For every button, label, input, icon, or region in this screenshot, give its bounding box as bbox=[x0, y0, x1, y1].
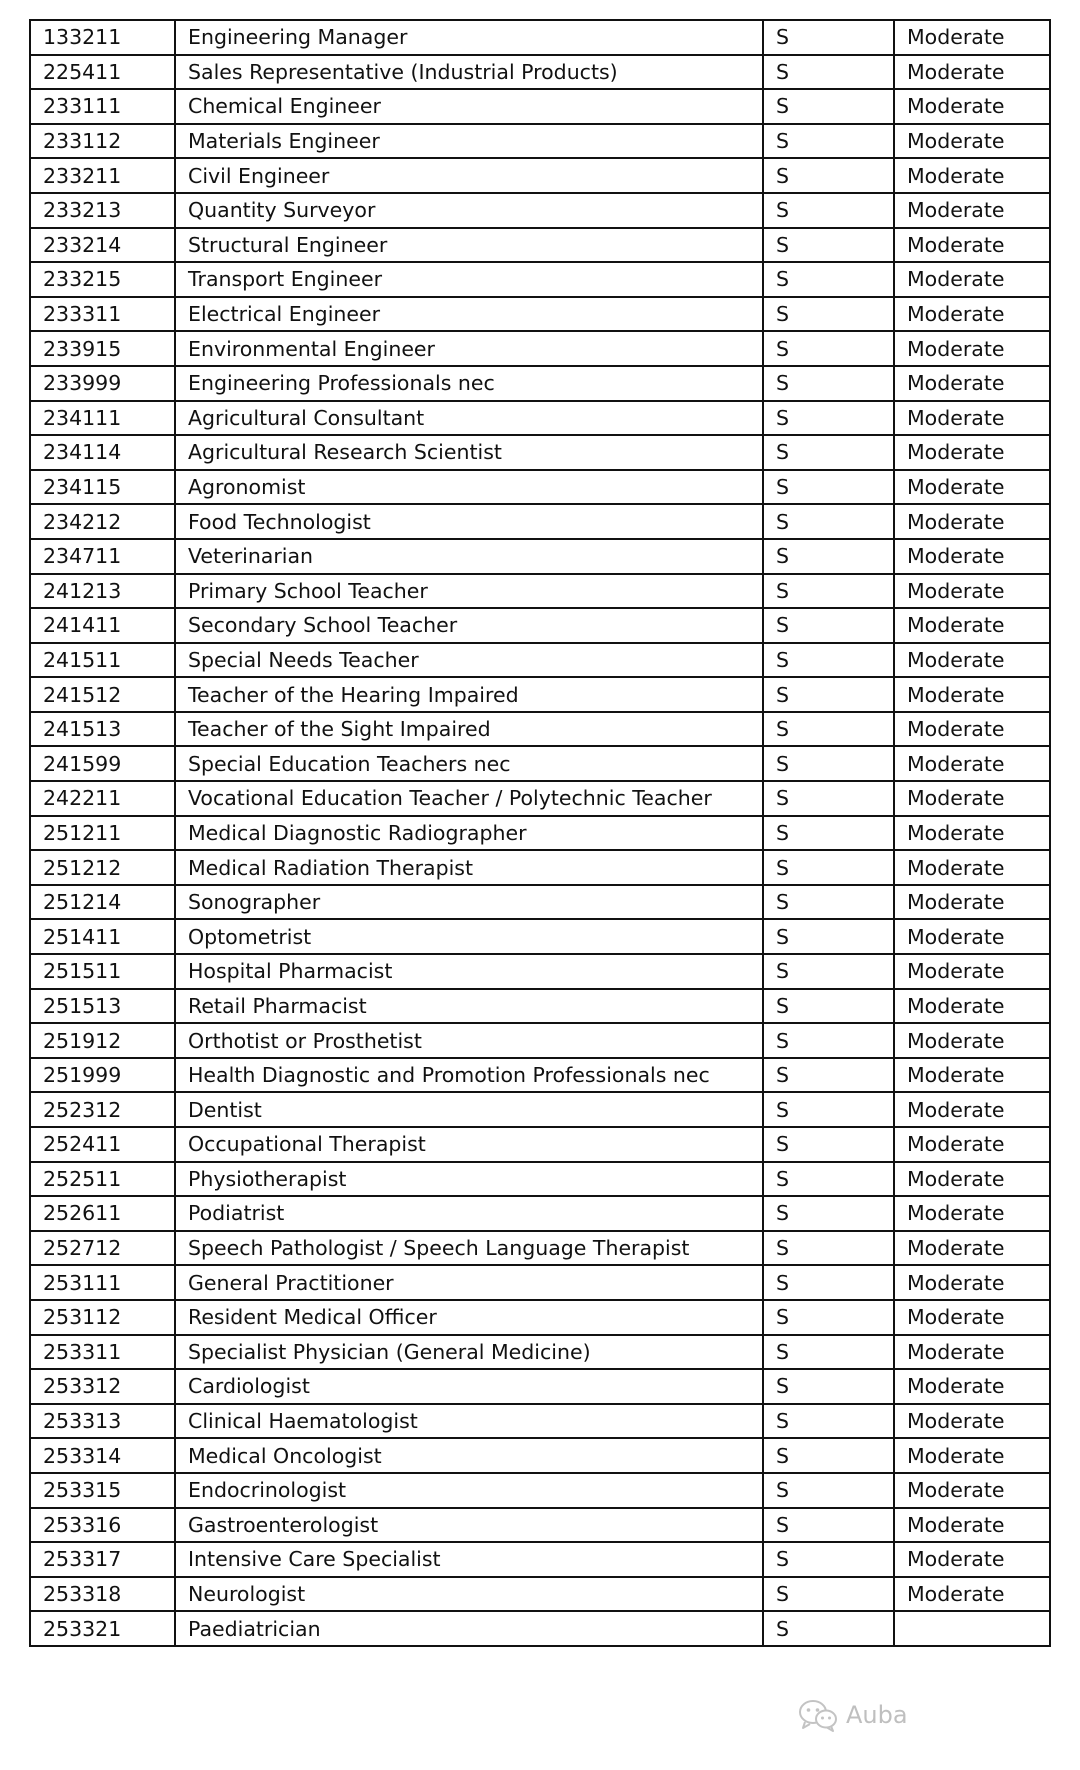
occupation-code: 233311 bbox=[30, 297, 175, 332]
table-row bbox=[30, 228, 1050, 263]
occupation-list: S bbox=[763, 850, 894, 885]
table-row bbox=[30, 1162, 1050, 1197]
occupation-code: 251211 bbox=[30, 816, 175, 851]
occupation-list: S bbox=[763, 228, 894, 263]
occupation-code: 253317 bbox=[30, 1542, 175, 1577]
table-row bbox=[30, 20, 1050, 55]
table-row bbox=[30, 89, 1050, 124]
occupation-code: 253321 bbox=[30, 1611, 175, 1646]
occupation-caveat: Moderate bbox=[894, 608, 1050, 643]
occupation-list: S bbox=[763, 1162, 894, 1197]
occupation-list: S bbox=[763, 1300, 894, 1335]
occupation-list: S bbox=[763, 1196, 894, 1231]
occupation-caveat: Moderate bbox=[894, 1058, 1050, 1093]
table-row bbox=[30, 1335, 1050, 1370]
occupation-code: 234115 bbox=[30, 470, 175, 505]
occupation-list: S bbox=[763, 366, 894, 401]
occupation-name: Optometrist bbox=[175, 919, 763, 954]
occupation-caveat: Moderate bbox=[894, 504, 1050, 539]
occupation-caveat: Moderate bbox=[894, 1092, 1050, 1127]
occupation-caveat: Moderate bbox=[894, 366, 1050, 401]
occupation-name: Materials Engineer bbox=[175, 124, 763, 159]
occupation-list: S bbox=[763, 1231, 894, 1266]
occupation-name: Vocational Education Teacher / Polytechnic Teacher bbox=[175, 781, 763, 816]
occupation-code: 241599 bbox=[30, 746, 175, 781]
table-row bbox=[30, 1265, 1050, 1300]
occupation-caveat: Moderate bbox=[894, 193, 1050, 228]
table-row bbox=[30, 504, 1050, 539]
occupation-code: 234212 bbox=[30, 504, 175, 539]
occupation-caveat bbox=[894, 1611, 1050, 1646]
occupation-list: S bbox=[763, 1369, 894, 1404]
table-row bbox=[30, 1611, 1050, 1646]
occupation-code: 234111 bbox=[30, 401, 175, 436]
occupation-code: 252511 bbox=[30, 1162, 175, 1197]
occupation-name: Medical Diagnostic Radiographer bbox=[175, 816, 763, 851]
watermark-text: Auba bbox=[846, 1701, 908, 1729]
occupation-list: S bbox=[763, 1404, 894, 1439]
occupation-code: 233915 bbox=[30, 331, 175, 366]
occupation-code: 233215 bbox=[30, 262, 175, 297]
table-row bbox=[30, 781, 1050, 816]
occupation-list: S bbox=[763, 1092, 894, 1127]
occupation-caveat: Moderate bbox=[894, 20, 1050, 55]
occupation-code: 225411 bbox=[30, 55, 175, 90]
occupation-name: Medical Oncologist bbox=[175, 1438, 763, 1473]
occupation-caveat: Moderate bbox=[894, 954, 1050, 989]
occupation-list: S bbox=[763, 989, 894, 1024]
watermark bbox=[798, 1688, 1058, 1742]
occupation-list: S bbox=[763, 816, 894, 851]
occupation-code: 251511 bbox=[30, 954, 175, 989]
table-row bbox=[30, 816, 1050, 851]
occupation-caveat: Moderate bbox=[894, 1369, 1050, 1404]
occupation-name: Electrical Engineer bbox=[175, 297, 763, 332]
occupation-list: S bbox=[763, 574, 894, 609]
occupation-caveat: Moderate bbox=[894, 989, 1050, 1024]
occupation-name: Agricultural Research Scientist bbox=[175, 435, 763, 470]
occupation-name: Physiotherapist bbox=[175, 1162, 763, 1197]
occupation-name: Endocrinologist bbox=[175, 1473, 763, 1508]
table-row bbox=[30, 158, 1050, 193]
occupation-caveat: Moderate bbox=[894, 781, 1050, 816]
occupation-name: Cardiologist bbox=[175, 1369, 763, 1404]
table-row bbox=[30, 989, 1050, 1024]
occupation-code: 241213 bbox=[30, 574, 175, 609]
occupation-caveat: Moderate bbox=[894, 677, 1050, 712]
occupation-list: S bbox=[763, 435, 894, 470]
occupation-code: 251513 bbox=[30, 989, 175, 1024]
table-row bbox=[30, 401, 1050, 436]
occupation-name: Food Technologist bbox=[175, 504, 763, 539]
occupation-list: S bbox=[763, 20, 894, 55]
occupation-list: S bbox=[763, 781, 894, 816]
occupation-name: Podiatrist bbox=[175, 1196, 763, 1231]
occupation-list: S bbox=[763, 262, 894, 297]
occupation-list: S bbox=[763, 331, 894, 366]
occupation-name: Clinical Haematologist bbox=[175, 1404, 763, 1439]
table-row bbox=[30, 919, 1050, 954]
occupation-table bbox=[29, 19, 1051, 1647]
occupation-list: S bbox=[763, 608, 894, 643]
table-row bbox=[30, 1369, 1050, 1404]
occupation-name: Teacher of the Sight Impaired bbox=[175, 712, 763, 747]
occupation-caveat: Moderate bbox=[894, 228, 1050, 263]
occupation-table-body bbox=[30, 20, 1050, 1646]
occupation-list: S bbox=[763, 55, 894, 90]
table-row bbox=[30, 193, 1050, 228]
occupation-name: Paediatrician bbox=[175, 1611, 763, 1646]
occupation-list: S bbox=[763, 1577, 894, 1612]
occupation-name: Engineering Professionals nec bbox=[175, 366, 763, 401]
occupation-list: S bbox=[763, 1265, 894, 1300]
occupation-caveat: Moderate bbox=[894, 1265, 1050, 1300]
occupation-caveat: Moderate bbox=[894, 1508, 1050, 1543]
occupation-list: S bbox=[763, 1473, 894, 1508]
table-row bbox=[30, 885, 1050, 920]
occupation-code: 233213 bbox=[30, 193, 175, 228]
occupation-caveat: Moderate bbox=[894, 1023, 1050, 1058]
table-row bbox=[30, 1473, 1050, 1508]
occupation-name: Intensive Care Specialist bbox=[175, 1542, 763, 1577]
occupation-code: 253316 bbox=[30, 1508, 175, 1543]
occupation-caveat: Moderate bbox=[894, 850, 1050, 885]
occupation-caveat: Moderate bbox=[894, 1300, 1050, 1335]
table-row bbox=[30, 677, 1050, 712]
occupation-name: Speech Pathologist / Speech Language Therapist bbox=[175, 1231, 763, 1266]
occupation-list: S bbox=[763, 954, 894, 989]
table-row bbox=[30, 850, 1050, 885]
occupation-code: 251212 bbox=[30, 850, 175, 885]
occupation-code: 252312 bbox=[30, 1092, 175, 1127]
occupation-name: General Practitioner bbox=[175, 1265, 763, 1300]
table-row bbox=[30, 1508, 1050, 1543]
occupation-name: Transport Engineer bbox=[175, 262, 763, 297]
occupation-name: Agronomist bbox=[175, 470, 763, 505]
table-row bbox=[30, 1438, 1050, 1473]
occupation-list: S bbox=[763, 470, 894, 505]
occupation-caveat: Moderate bbox=[894, 158, 1050, 193]
occupation-name: Agricultural Consultant bbox=[175, 401, 763, 436]
occupation-caveat: Moderate bbox=[894, 712, 1050, 747]
occupation-list: S bbox=[763, 1058, 894, 1093]
occupation-caveat: Moderate bbox=[894, 1127, 1050, 1162]
occupation-code: 253314 bbox=[30, 1438, 175, 1473]
table-row bbox=[30, 470, 1050, 505]
occupation-caveat: Moderate bbox=[894, 331, 1050, 366]
occupation-code: 253311 bbox=[30, 1335, 175, 1370]
occupation-caveat: Moderate bbox=[894, 746, 1050, 781]
occupation-list: S bbox=[763, 1611, 894, 1646]
occupation-code: 233999 bbox=[30, 366, 175, 401]
occupation-code: 233112 bbox=[30, 124, 175, 159]
occupation-name: Quantity Surveyor bbox=[175, 193, 763, 228]
table-row bbox=[30, 1404, 1050, 1439]
occupation-list: S bbox=[763, 401, 894, 436]
occupation-list: S bbox=[763, 124, 894, 159]
occupation-name: Special Education Teachers nec bbox=[175, 746, 763, 781]
occupation-caveat: Moderate bbox=[894, 885, 1050, 920]
occupation-name: Teacher of the Hearing Impaired bbox=[175, 677, 763, 712]
occupation-name: Occupational Therapist bbox=[175, 1127, 763, 1162]
occupation-code: 253318 bbox=[30, 1577, 175, 1612]
occupation-caveat: Moderate bbox=[894, 643, 1050, 678]
occupation-code: 233211 bbox=[30, 158, 175, 193]
occupation-caveat: Moderate bbox=[894, 1196, 1050, 1231]
table-row bbox=[30, 331, 1050, 366]
occupation-name: Civil Engineer bbox=[175, 158, 763, 193]
table-row bbox=[30, 1196, 1050, 1231]
occupation-code: 251999 bbox=[30, 1058, 175, 1093]
occupation-name: Neurologist bbox=[175, 1577, 763, 1612]
occupation-code: 133211 bbox=[30, 20, 175, 55]
occupation-caveat: Moderate bbox=[894, 539, 1050, 574]
occupation-code: 241511 bbox=[30, 643, 175, 678]
occupation-name: Engineering Manager bbox=[175, 20, 763, 55]
occupation-list: S bbox=[763, 643, 894, 678]
occupation-caveat: Moderate bbox=[894, 816, 1050, 851]
occupation-list: S bbox=[763, 539, 894, 574]
occupation-code: 241411 bbox=[30, 608, 175, 643]
occupation-caveat: Moderate bbox=[894, 1162, 1050, 1197]
table-row bbox=[30, 124, 1050, 159]
occupation-caveat: Moderate bbox=[894, 89, 1050, 124]
occupation-code: 253112 bbox=[30, 1300, 175, 1335]
occupation-code: 252611 bbox=[30, 1196, 175, 1231]
table-row bbox=[30, 1058, 1050, 1093]
occupation-name: Secondary School Teacher bbox=[175, 608, 763, 643]
occupation-name: Primary School Teacher bbox=[175, 574, 763, 609]
occupation-code: 242211 bbox=[30, 781, 175, 816]
occupation-caveat: Moderate bbox=[894, 574, 1050, 609]
table-row bbox=[30, 1542, 1050, 1577]
table-row bbox=[30, 746, 1050, 781]
occupation-list: S bbox=[763, 1438, 894, 1473]
occupation-caveat: Moderate bbox=[894, 1438, 1050, 1473]
occupation-name: Sales Representative (Industrial Products) bbox=[175, 55, 763, 90]
occupation-caveat: Moderate bbox=[894, 1404, 1050, 1439]
wechat-icon bbox=[798, 1698, 838, 1732]
occupation-caveat: Moderate bbox=[894, 297, 1050, 332]
table-row bbox=[30, 608, 1050, 643]
occupation-caveat: Moderate bbox=[894, 919, 1050, 954]
table-row bbox=[30, 539, 1050, 574]
occupation-list: S bbox=[763, 919, 894, 954]
occupation-name: Specialist Physician (General Medicine) bbox=[175, 1335, 763, 1370]
occupation-code: 252411 bbox=[30, 1127, 175, 1162]
occupation-name: Environmental Engineer bbox=[175, 331, 763, 366]
occupation-name: Chemical Engineer bbox=[175, 89, 763, 124]
occupation-caveat: Moderate bbox=[894, 1335, 1050, 1370]
table-row bbox=[30, 55, 1050, 90]
occupation-caveat: Moderate bbox=[894, 262, 1050, 297]
occupation-list: S bbox=[763, 1127, 894, 1162]
occupation-name: Orthotist or Prosthetist bbox=[175, 1023, 763, 1058]
occupation-code: 233111 bbox=[30, 89, 175, 124]
occupation-caveat: Moderate bbox=[894, 1577, 1050, 1612]
occupation-code: 234114 bbox=[30, 435, 175, 470]
occupation-list: S bbox=[763, 1508, 894, 1543]
occupation-list: S bbox=[763, 158, 894, 193]
occupation-code: 241512 bbox=[30, 677, 175, 712]
table-row bbox=[30, 1231, 1050, 1266]
occupation-name: Special Needs Teacher bbox=[175, 643, 763, 678]
occupation-code: 251411 bbox=[30, 919, 175, 954]
occupation-name: Sonographer bbox=[175, 885, 763, 920]
occupation-code: 234711 bbox=[30, 539, 175, 574]
table-row bbox=[30, 366, 1050, 401]
occupation-caveat: Moderate bbox=[894, 470, 1050, 505]
occupation-name: Veterinarian bbox=[175, 539, 763, 574]
occupation-caveat: Moderate bbox=[894, 435, 1050, 470]
occupation-list: S bbox=[763, 504, 894, 539]
table-row bbox=[30, 435, 1050, 470]
table-row bbox=[30, 1023, 1050, 1058]
table-row bbox=[30, 262, 1050, 297]
table-row bbox=[30, 1127, 1050, 1162]
occupation-name: Medical Radiation Therapist bbox=[175, 850, 763, 885]
occupation-list: S bbox=[763, 297, 894, 332]
occupation-code: 253312 bbox=[30, 1369, 175, 1404]
occupation-name: Hospital Pharmacist bbox=[175, 954, 763, 989]
occupation-list: S bbox=[763, 885, 894, 920]
occupation-code: 253315 bbox=[30, 1473, 175, 1508]
table-row bbox=[30, 1577, 1050, 1612]
table-row bbox=[30, 297, 1050, 332]
occupation-code: 241513 bbox=[30, 712, 175, 747]
occupation-caveat: Moderate bbox=[894, 55, 1050, 90]
occupation-list: S bbox=[763, 1023, 894, 1058]
occupation-code: 251214 bbox=[30, 885, 175, 920]
table-row bbox=[30, 574, 1050, 609]
occupation-name: Gastroenterologist bbox=[175, 1508, 763, 1543]
occupation-list: S bbox=[763, 1335, 894, 1370]
occupation-name: Dentist bbox=[175, 1092, 763, 1127]
table-row bbox=[30, 1300, 1050, 1335]
table-row bbox=[30, 643, 1050, 678]
occupation-code: 251912 bbox=[30, 1023, 175, 1058]
table-row bbox=[30, 954, 1050, 989]
occupation-caveat: Moderate bbox=[894, 1473, 1050, 1508]
occupation-caveat: Moderate bbox=[894, 401, 1050, 436]
occupation-list: S bbox=[763, 677, 894, 712]
occupation-caveat: Moderate bbox=[894, 1231, 1050, 1266]
occupation-code: 253313 bbox=[30, 1404, 175, 1439]
occupation-code: 252712 bbox=[30, 1231, 175, 1266]
occupation-name: Resident Medical Officer bbox=[175, 1300, 763, 1335]
occupation-list: S bbox=[763, 89, 894, 124]
occupation-caveat: Moderate bbox=[894, 124, 1050, 159]
occupation-code: 233214 bbox=[30, 228, 175, 263]
occupation-caveat: Moderate bbox=[894, 1542, 1050, 1577]
occupation-list: S bbox=[763, 1542, 894, 1577]
occupation-name: Health Diagnostic and Promotion Professionals nec bbox=[175, 1058, 763, 1093]
occupation-list: S bbox=[763, 746, 894, 781]
table-row bbox=[30, 712, 1050, 747]
table-row bbox=[30, 1092, 1050, 1127]
occupation-name: Structural Engineer bbox=[175, 228, 763, 263]
occupation-list: S bbox=[763, 193, 894, 228]
occupation-list: S bbox=[763, 712, 894, 747]
occupation-name: Retail Pharmacist bbox=[175, 989, 763, 1024]
occupation-code: 253111 bbox=[30, 1265, 175, 1300]
